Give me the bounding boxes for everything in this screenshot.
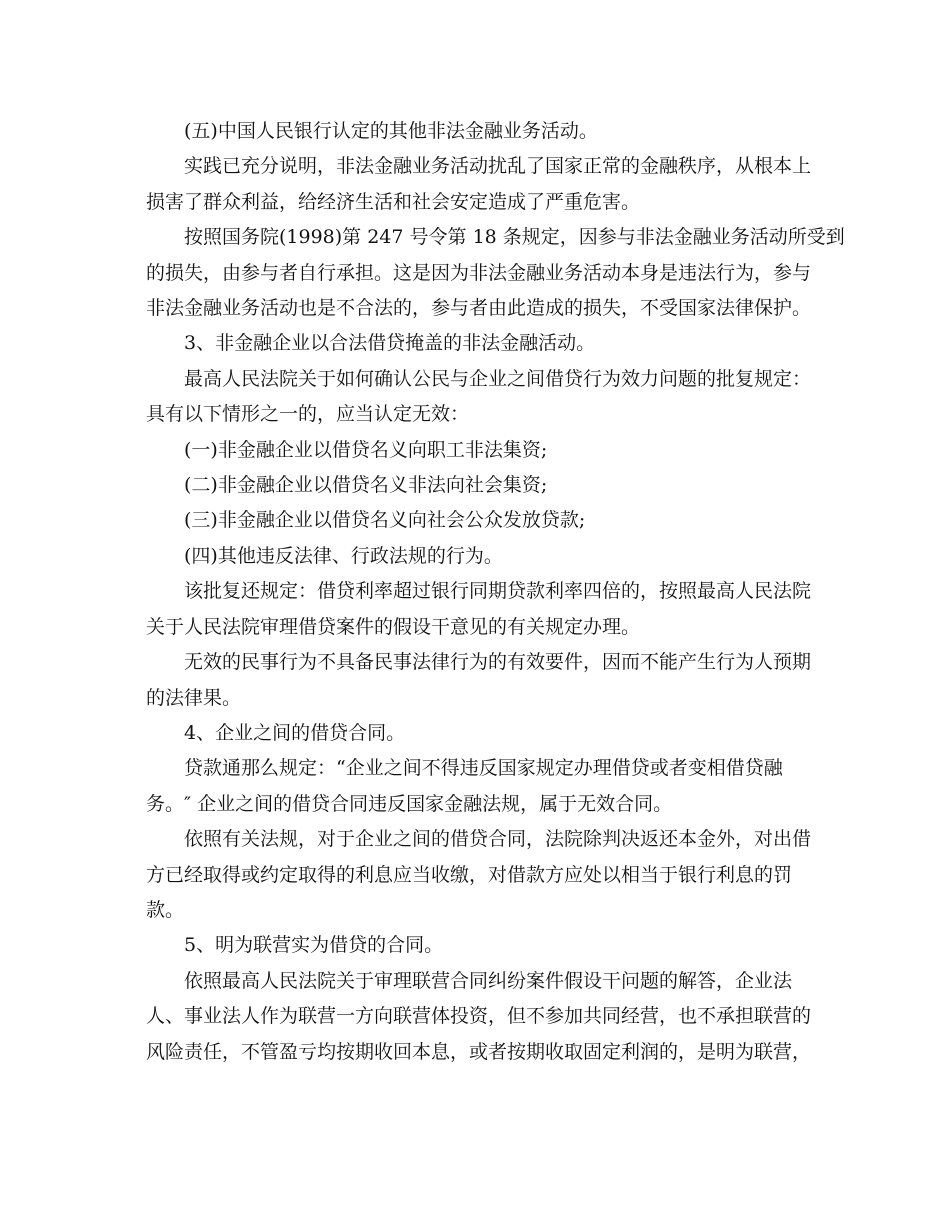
text-line: 4、企业之间的借贷合同。 (184, 721, 406, 744)
text-line: (五)中国人民银行认定的其他非法金融业务活动。 (184, 120, 598, 142)
text-line: 依照最高人民法院关于审理联营合同纠纷案件假设干问题的解答，企业法 (184, 969, 793, 992)
text-line: 风险责任，不管盈亏均按期收回本息，或者按期收取固定利润的，是明为联营， (146, 1040, 812, 1063)
text-line: 务。″ 企业之间的借贷合同违反国家金融法规，属于无效合同。 (146, 792, 673, 815)
text-line: 非法金融业务活动也是不合法的，参与者由此造成的损失，不受国家法律保护。 (146, 297, 812, 320)
list-item-4 (146, 539, 806, 574)
text-line: 人、事业法人作为联营一方向联营体投资，但不参加共同经营，也不承担联营的 (146, 1005, 812, 1028)
paragraph-supreme-court-reply (146, 362, 812, 433)
text-line: 实践已充分说明，非法金融业务活动扰乱了国家正常的金融秩序，从根本上 (184, 155, 812, 178)
text-line: 最高人民法院关于如何确认公民与企业之间借贷行为效力问题的批复规定： (184, 367, 812, 390)
paragraph-enterprise-loans (146, 822, 812, 928)
text-line: 按照国务院(1998)第 247 号令第 18 条规定，因参与非法金融业务活动所受到 (184, 226, 845, 249)
list-item-2 (146, 468, 806, 503)
paragraph-item-5 (146, 114, 806, 149)
paragraph-loan-rules (146, 751, 806, 822)
text-line: 关于人民法院审理借贷案件的假设干意见的有关规定办理。 (146, 615, 641, 638)
text-line: 的损失，由参与者自行承担。这是因为非法金融业务活动本身是违法行为，参与 (146, 261, 812, 284)
paragraph-practice (146, 149, 812, 220)
text-line: (四)其他违反法律、行政法规的行为。 (184, 544, 503, 567)
text-line: 具有以下情形之一的，应当认定无效： (146, 403, 470, 426)
text-line: (三)非金融企业以借贷名义向社会公众发放贷款; (184, 509, 586, 532)
text-line: 依照有关法规，对于企业之间的借贷合同，法院除判决返还本金外，对出借 (184, 828, 812, 851)
text-line: 贷款通那么规定：“企业之间不得违反国家规定办理借贷或者变相借贷融 (184, 757, 783, 780)
list-item-1 (146, 433, 806, 468)
text-line: 损害了群众利益，给经济生活和社会安定造成了严重危害。 (146, 190, 641, 213)
document-body (146, 114, 845, 1070)
paragraph-invalid-act (146, 645, 812, 716)
section-heading-5 (146, 928, 806, 963)
paragraph-joint-venture (146, 964, 812, 1070)
text-line: (二)非金融企业以借贷名义非法向社会集资; (184, 474, 548, 497)
section-heading-3 (146, 326, 806, 361)
text-line: 的法律果。 (146, 686, 242, 709)
list-item-3 (146, 503, 806, 538)
text-line: (一)非金融企业以借贷名义向职工非法集资; (184, 438, 548, 461)
paragraph-interest-rate (146, 574, 812, 645)
text-line: 方已经取得或约定取得的利息应当收缴，对借款方应处以相当于银行利息的罚 (146, 863, 793, 886)
text-line: 5、明为联营实为借贷的合同。 (184, 934, 444, 957)
text-line: 3、非金融企业以合法借贷掩盖的非法金融活动。 (184, 332, 596, 355)
text-line: 款。 (146, 898, 185, 921)
text-line: 无效的民事行为不具备民事法律行为的有效要件，因而不能产生行为人预期 (184, 651, 812, 674)
text-line: 该批复还规定：借贷利率超过银行同期贷款利率四倍的，按照最高人民法院 (184, 580, 812, 603)
paragraph-state-council (146, 220, 845, 326)
section-heading-4 (146, 716, 806, 751)
